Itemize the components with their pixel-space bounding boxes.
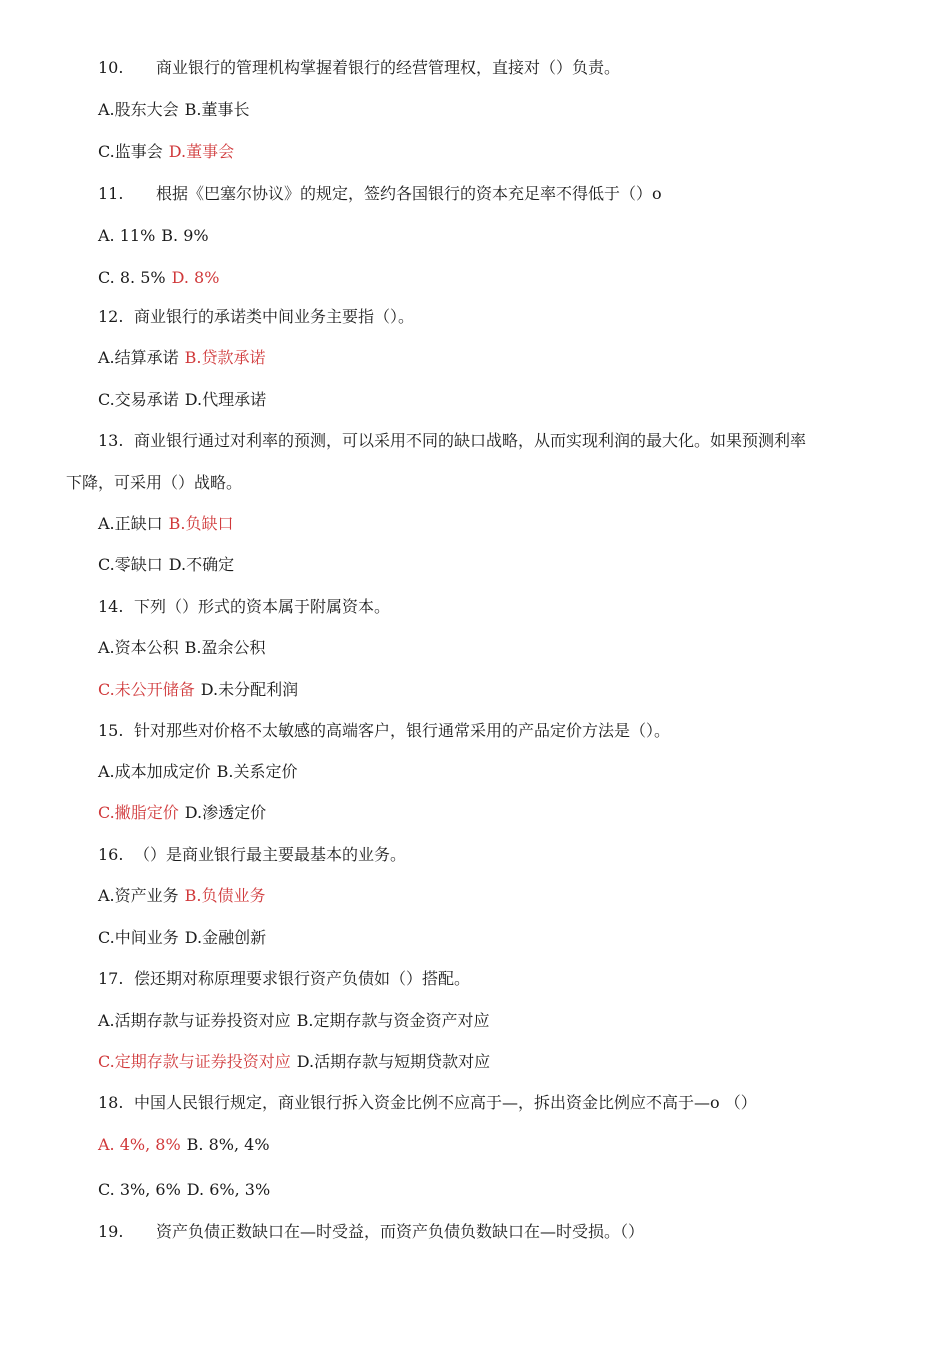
question-stem bbox=[98, 431, 806, 451]
question-number: 11. bbox=[98, 184, 124, 203]
correct-answer-option: D.董事会 bbox=[168, 142, 235, 161]
answer-option: A.活期存款与证券投资对应 bbox=[98, 1011, 291, 1030]
answer-option: B.董事长 bbox=[184, 100, 250, 119]
question-text: 下降，可采用（）战略。 bbox=[66, 473, 243, 492]
option-line bbox=[98, 348, 266, 368]
answer-option: C.零缺口 bbox=[98, 555, 163, 574]
option-line bbox=[98, 1011, 490, 1031]
question-stem bbox=[98, 721, 670, 741]
option-line bbox=[98, 226, 209, 246]
option-line bbox=[98, 142, 234, 162]
correct-answer-option: B.负缺口 bbox=[168, 514, 234, 533]
question-stem bbox=[98, 845, 406, 865]
question-number: 10. bbox=[98, 58, 124, 77]
question-stem bbox=[98, 184, 662, 204]
question-stem bbox=[98, 307, 414, 327]
option-line bbox=[98, 390, 266, 410]
answer-option: B.关系定价 bbox=[216, 762, 298, 781]
correct-answer-option: C.定期存款与证券投资对应 bbox=[98, 1052, 291, 1071]
question-text: 偿还期对称原理要求银行资产负债如（）搭配。 bbox=[134, 969, 471, 988]
correct-answer-option: B.贷款承诺 bbox=[184, 348, 266, 367]
question-stem bbox=[98, 58, 620, 78]
answer-option: D.代理承诺 bbox=[184, 390, 267, 409]
question-text: 商业银行的承诺类中间业务主要指（）。 bbox=[134, 307, 415, 326]
answer-option: B.盈余公积 bbox=[184, 638, 266, 657]
option-line bbox=[98, 1052, 490, 1072]
option-line bbox=[98, 680, 298, 700]
question-number: 16. bbox=[98, 845, 124, 864]
question-text: 资产负债正数缺口在—时受益，而资产负债负数缺口在—时受损。（） bbox=[156, 1222, 645, 1241]
answer-option: D.活期存款与短期贷款对应 bbox=[296, 1052, 491, 1071]
question-number: 14. bbox=[98, 597, 124, 616]
option-line bbox=[98, 555, 234, 575]
question-text: 针对那些对价格不太敏感的高端客户，银行通常采用的产品定价方法是（）。 bbox=[134, 721, 671, 740]
question-stem bbox=[98, 597, 390, 617]
answer-option: D.不确定 bbox=[168, 555, 235, 574]
correct-answer-option: B.负债业务 bbox=[184, 886, 266, 905]
option-line bbox=[98, 514, 234, 534]
correct-answer-option: C.未公开储备 bbox=[98, 680, 195, 699]
correct-answer-option: C.撇脂定价 bbox=[98, 803, 179, 822]
option-line bbox=[98, 638, 266, 658]
question-text: （）是商业银行最主要最基本的业务。 bbox=[134, 845, 407, 864]
answer-option: C. 8. 5% bbox=[98, 268, 166, 287]
option-line bbox=[98, 1135, 270, 1155]
question-stem bbox=[98, 1093, 757, 1113]
answer-option: D. 6%, 3% bbox=[186, 1180, 271, 1199]
answer-option: D.金融创新 bbox=[184, 928, 267, 947]
answer-option: D.未分配利润 bbox=[200, 680, 299, 699]
answer-option: A.资产业务 bbox=[98, 886, 179, 905]
answer-option: D.渗透定价 bbox=[184, 803, 267, 822]
option-line bbox=[98, 928, 266, 948]
correct-answer-option: A. 4%, 8% bbox=[98, 1135, 181, 1154]
answer-option: A.正缺口 bbox=[98, 514, 163, 533]
question-stem-continued bbox=[66, 473, 242, 493]
option-line bbox=[98, 268, 219, 288]
question-number: 19. bbox=[98, 1222, 124, 1241]
answer-option: C.中间业务 bbox=[98, 928, 179, 947]
question-text: 根据《巴塞尔协议》的规定，签约各国银行的资本充足率不得低于（）o bbox=[156, 184, 662, 203]
answer-option: C.交易承诺 bbox=[98, 390, 179, 409]
question-text: 下列（）形式的资本属于附属资本。 bbox=[134, 597, 391, 616]
option-line bbox=[98, 803, 266, 823]
answer-option: A.结算承诺 bbox=[98, 348, 179, 367]
answer-option: B. 9% bbox=[161, 226, 209, 245]
answer-option: A.资本公积 bbox=[98, 638, 179, 657]
option-line bbox=[98, 100, 250, 120]
answer-option: A.成本加成定价 bbox=[98, 762, 211, 781]
option-line bbox=[98, 886, 266, 906]
answer-option: B.定期存款与资金资产对应 bbox=[296, 1011, 490, 1030]
correct-answer-option: D. 8% bbox=[171, 268, 220, 287]
question-text: 商业银行的管理机构掌握着银行的经营管理权，直接对（）负责。 bbox=[156, 58, 621, 77]
question-stem bbox=[98, 969, 470, 989]
option-line bbox=[98, 762, 298, 782]
question-number: 15. bbox=[98, 721, 124, 740]
question-number: 13. bbox=[98, 431, 124, 450]
question-number: 12. bbox=[98, 307, 124, 326]
question-number: 17. bbox=[98, 969, 124, 988]
answer-option: A. 11% bbox=[98, 226, 156, 245]
question-number: 18. bbox=[98, 1093, 124, 1112]
answer-option: A.股东大会 bbox=[98, 100, 179, 119]
answer-option: C.监事会 bbox=[98, 142, 163, 161]
question-stem bbox=[98, 1222, 644, 1242]
option-line bbox=[98, 1180, 270, 1200]
answer-option: C. 3%, 6% bbox=[98, 1180, 181, 1199]
question-text: 中国人民银行规定，商业银行拆入资金比例不应高于—，拆出资金比例应不高于—o （） bbox=[134, 1093, 757, 1112]
answer-option: B. 8%, 4% bbox=[186, 1135, 270, 1154]
question-text: 商业银行通过对利率的预测，可以采用不同的缺口战略，从而实现利润的最大化。如果预测利率 bbox=[134, 431, 807, 450]
